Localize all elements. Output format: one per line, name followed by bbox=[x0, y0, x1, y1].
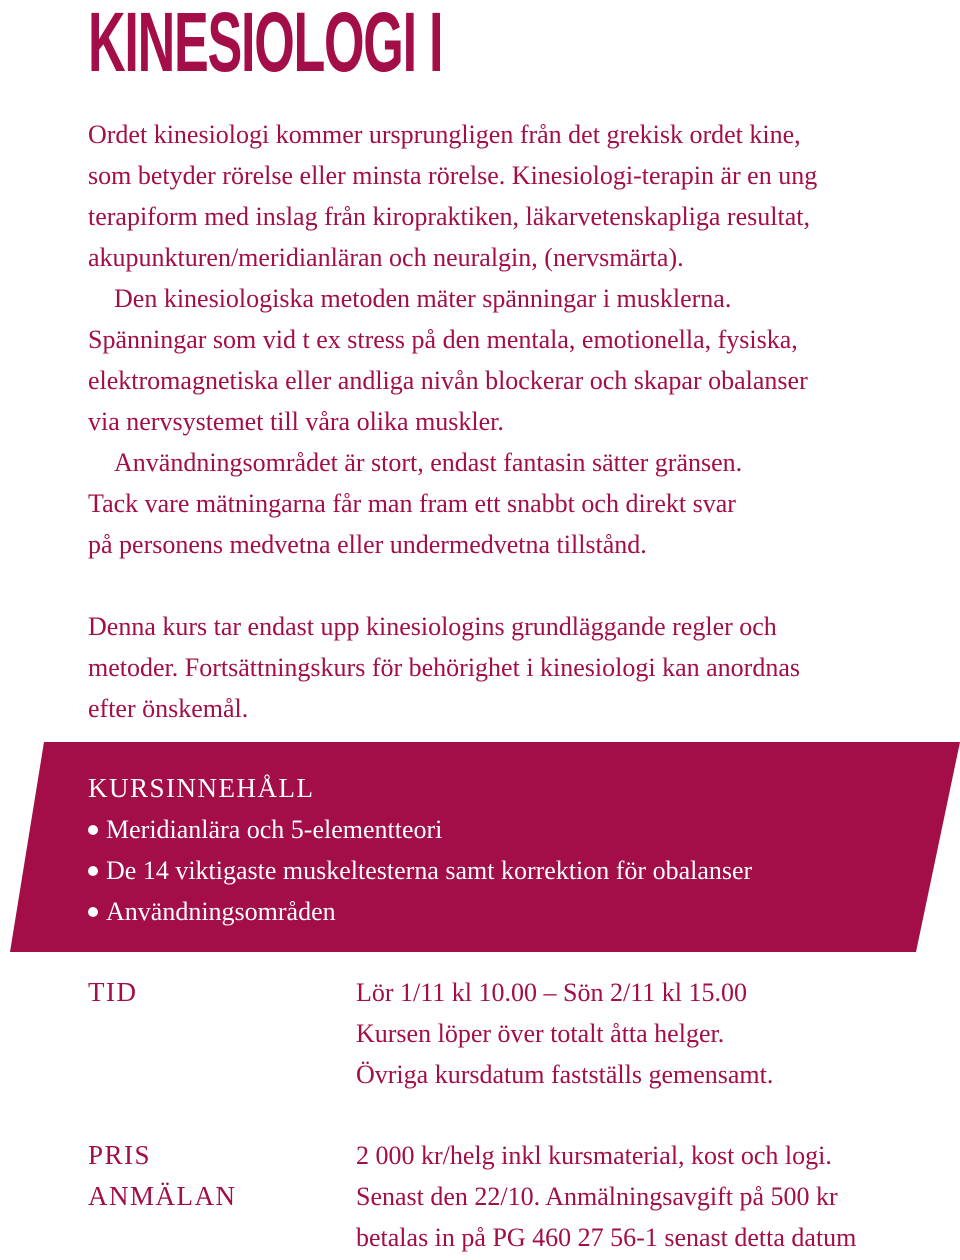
intro-line: elektromagnetiska eller andliga nivån blockerar och skapar obalanser bbox=[88, 366, 808, 395]
page-title: KINESIOLOGI I bbox=[88, 0, 443, 89]
course-content-item bbox=[88, 809, 752, 850]
course-content-heading: KURSINNEHÅLL bbox=[88, 773, 315, 803]
intro-line: efter önskemål. bbox=[88, 694, 249, 723]
intro-line: metoder. Fortsättningskurs för behörighet i kinesiologi kan anordnas bbox=[88, 653, 800, 682]
intro-line: på personens medvetna eller undermedvetna tillstånd. bbox=[88, 530, 647, 559]
registration-info bbox=[356, 1176, 856, 1258]
time-line: Övriga kursdatum fastställs gemensamt. bbox=[356, 1060, 774, 1089]
registration-line: betalas in på PG 460 27 56-1 senast detta datum bbox=[356, 1223, 857, 1252]
intro-line: Den kinesiologiska metoden mäter spänningar i musklerna. bbox=[114, 284, 732, 313]
intro-line: Ordet kinesiologi kommer ursprungligen från det grekisk ordet kine, bbox=[88, 120, 801, 149]
bullet-icon bbox=[88, 825, 98, 835]
time-info bbox=[356, 972, 773, 1095]
intro-line: via nervsystemet till våra olika muskler. bbox=[88, 407, 504, 436]
course-content-item-text: Meridianlära och 5-elementteori bbox=[106, 815, 443, 844]
bullet-icon bbox=[88, 866, 98, 876]
course-content-item-text: De 14 viktigaste muskeltesterna samt korrektion för obalanser bbox=[106, 856, 753, 885]
course-content-list bbox=[88, 768, 752, 932]
course-content-item bbox=[88, 850, 752, 891]
registration-line: Senast den 22/10. Anmälningsavgift på 500 kr bbox=[356, 1182, 838, 1211]
intro-text bbox=[88, 114, 888, 729]
price-label: PRIS bbox=[88, 1140, 152, 1170]
price-line: 2 000 kr/helg inkl kursmaterial, kost och logi. bbox=[356, 1141, 832, 1170]
intro-line: Tack vare mätningarna får man fram ett snabbt och direkt svar bbox=[88, 489, 736, 518]
course-content-item bbox=[88, 891, 752, 932]
course-content-banner bbox=[0, 742, 960, 952]
intro-line: Användningsområdet är stort, endast fantasin sätter gränsen. bbox=[114, 448, 743, 477]
intro-line: akupunkturen/meridianläran och neuralgin, (nervsmärta). bbox=[88, 243, 684, 272]
intro-line: Spänningar som vid t ex stress på den mentala, emotionella, fysiska, bbox=[88, 325, 798, 354]
price-info bbox=[356, 1135, 832, 1176]
time-label: TID bbox=[88, 977, 138, 1007]
registration-label: ANMÄLAN bbox=[88, 1181, 237, 1211]
bullet-icon bbox=[88, 907, 98, 917]
intro-line: som betyder rörelse eller minsta rörelse. Kinesiologi-terapin är en ung bbox=[88, 161, 818, 190]
intro-line: Denna kurs tar endast upp kinesiologins grundläggande regler och bbox=[88, 612, 777, 641]
intro-line: terapiform med inslag från kiropraktiken, läkarvetenskapliga resultat, bbox=[88, 202, 810, 231]
time-line: Lör 1/11 kl 10.00 – Sön 2/11 kl 15.00 bbox=[356, 978, 747, 1007]
time-line: Kursen löper över totalt åtta helger. bbox=[356, 1019, 725, 1048]
course-content-item-text: Användningsområden bbox=[106, 897, 336, 926]
